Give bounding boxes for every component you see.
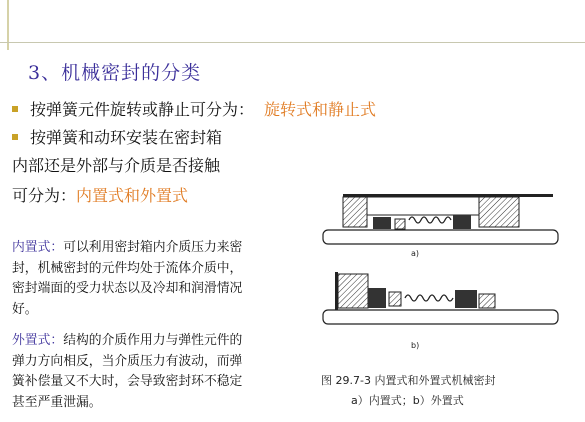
seal-drawing [313, 182, 575, 367]
drawing-a [323, 194, 558, 244]
square-bullet-icon [12, 106, 18, 112]
inner-type-paragraph [12, 238, 302, 320]
paragraph-line: 封，机械密封的元件均处于流体介质中， [12, 260, 243, 276]
figure-label-a: a) [411, 249, 420, 258]
paragraph-line: 密封端面的受力状态以及冷却和润滑情况 [12, 281, 243, 296]
outer-term: 外置式： [12, 333, 64, 348]
inner-term: 内置式： [12, 240, 64, 255]
paragraph-line: 可以利用密封箱内介质压力来密 [63, 240, 243, 255]
seal-figure [313, 182, 575, 414]
square-bullet-icon [12, 134, 18, 140]
bullet-text: 按弹簧元件旋转或静止可分为： [30, 100, 255, 119]
bullet-item-2 [12, 125, 222, 148]
paragraph-line: 甚至严重泄漏。 [12, 394, 102, 410]
bullet-item-1 [12, 97, 376, 120]
bullet-highlight: 旋转式和静止式 [264, 100, 377, 119]
outer-type-paragraph [12, 331, 302, 413]
header-divider [0, 42, 585, 43]
bullet-continuation: 内部还是外部与介质是否接触 [12, 156, 221, 175]
result-highlight: 内置式和外置式 [76, 186, 189, 205]
paragraph-line: 好。 [12, 301, 38, 317]
paragraph-line: 结构的介质作用力与弹性元件的 [63, 333, 243, 348]
figure-subcaption: a）内置式；b）外置式 [351, 394, 464, 407]
paragraph-line: 簧补偿量又不大时，会导致密封环不稳定 [12, 374, 243, 389]
slide-title: 3、机械密封的分类 [28, 62, 202, 84]
classification-result [12, 183, 188, 206]
drawing-b [323, 272, 558, 324]
paragraph-line: 弹力方向相反，当介质压力有波动，而弹 [12, 353, 243, 369]
bullet-text: 按弹簧和动环安装在密封箱 [30, 128, 223, 147]
figure-label-b: b) [411, 341, 420, 350]
figure-caption: 图 29.7-3 内置式和外置式机械密封 [321, 374, 496, 387]
result-prefix: 可分为： [12, 186, 77, 205]
